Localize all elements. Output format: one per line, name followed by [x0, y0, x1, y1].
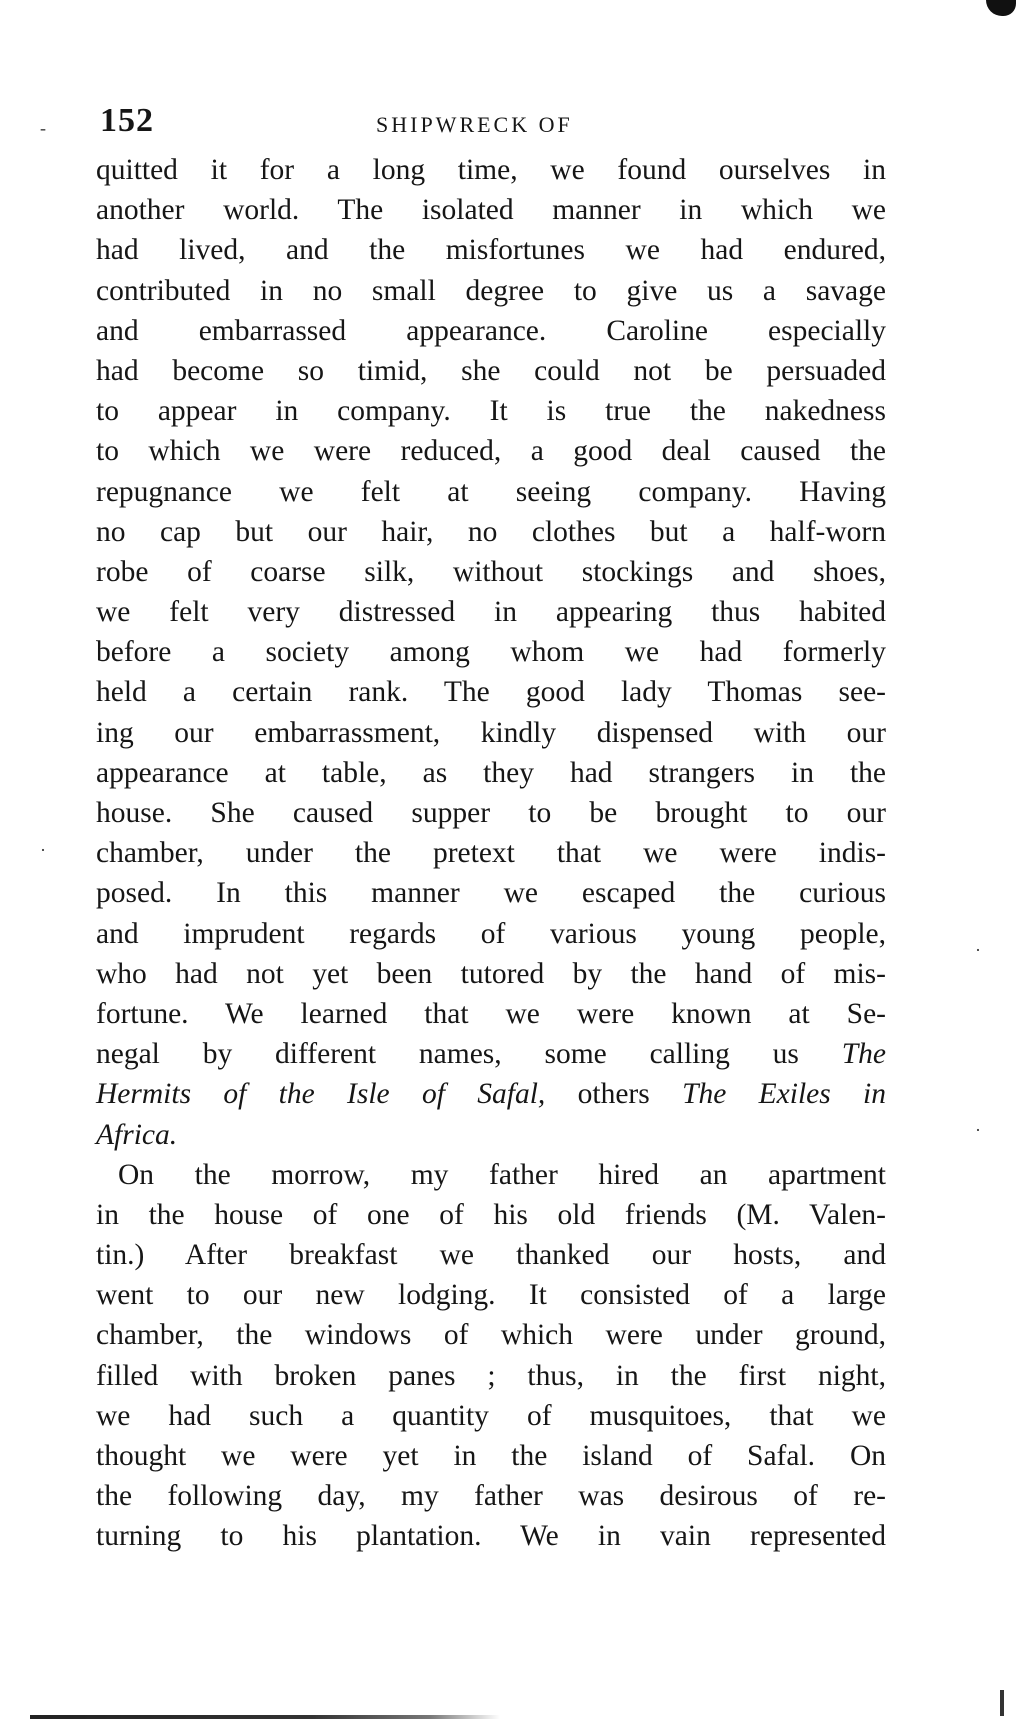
speck-mark: ·	[975, 1120, 981, 1140]
text-line: who had not yet been tutored by the hand of mis-	[96, 957, 886, 990]
text-line: filled with broken panes ; thus, in the first night,	[96, 1359, 886, 1392]
text-line: ing our embarrassment, kindly dispensed with our	[96, 716, 886, 749]
text-line: went to our new lodging. It consisted of a large	[96, 1279, 886, 1312]
text-line	[96, 1115, 886, 1155]
text-line: the following day, my father was desirous of re-	[96, 1480, 886, 1513]
text-line: we felt very distressed in appearing thus habited	[96, 596, 886, 629]
text-line: no cap but our hair, no clothes but a half-worn	[96, 515, 886, 548]
speck-mark: ·	[40, 840, 46, 860]
body-text	[96, 150, 886, 1557]
text-line: robe of coarse silk, without stockings and shoes,	[96, 555, 886, 588]
page-number: 152	[100, 102, 154, 139]
text-line: posed. In this manner we escaped the curious	[96, 877, 886, 910]
paragraph-first-line: On the morrow, my father hired an apartment	[118, 1158, 886, 1191]
text-line: turning to his plantation. We in vain represented	[96, 1520, 886, 1553]
text-line: repugnance we felt at seeing company. Having	[96, 475, 886, 508]
text-line	[96, 1034, 886, 1074]
running-head: SHIPWRECK OF	[376, 112, 573, 137]
ink-blot	[986, 0, 1016, 16]
text-run: others	[577, 1078, 650, 1111]
text-line: fortune. We learned that we were known at Se-	[96, 997, 886, 1030]
speck-mark: -	[40, 118, 46, 138]
text-line: chamber, the windows of which were under ground,	[96, 1319, 886, 1352]
text-line: to appear in company. It is true the nakedness	[96, 395, 886, 428]
page-edge-shadow	[30, 1715, 500, 1719]
text-line: chamber, under the pretext that we were indis-	[96, 837, 886, 870]
text-line: and imprudent regards of various young people,	[96, 917, 886, 950]
text-line: thought we were yet in the island of Safal. On	[96, 1440, 886, 1472]
text-line: had lived, and the misfortunes we had endured,	[96, 234, 886, 267]
text-line: held a certain rank. The good lady Thomas see-	[96, 676, 886, 709]
italic-title-run: The	[841, 1038, 887, 1071]
text-line: in the house of one of his old friends (M. Valen-	[96, 1198, 886, 1231]
speck-mark: ·	[975, 940, 981, 960]
text-line	[96, 1074, 886, 1114]
text-run: negal by different names, some calling us	[96, 1038, 799, 1071]
text-line: to which we were reduced, a good deal caused the	[96, 435, 886, 468]
text-line: we had such a quantity of musquitoes, that we	[96, 1399, 886, 1432]
text-line: before a society among whom we had formerly	[96, 636, 886, 669]
text-line: tin.) After breakfast we thanked our hosts, and	[96, 1239, 886, 1272]
page-edge-mark	[1000, 1690, 1004, 1716]
text-line: house. She caused supper to be brought to our	[96, 797, 886, 829]
text-line: had become so timid, she could not be persuaded	[96, 354, 886, 387]
page-header	[96, 102, 886, 146]
text-line: contributed in no small degree to give us a savage	[96, 274, 886, 307]
text-line: another world. The isolated manner in which we	[96, 194, 886, 227]
italic-title-run: The Exiles in	[682, 1078, 887, 1111]
text-line: and embarrassed appearance. Caroline especially	[96, 314, 886, 347]
text-line: quitted it for a long time, we found ourselves in	[96, 154, 886, 186]
text-line: appearance at table, as they had strangers in the	[96, 756, 886, 789]
italic-title-run: Africa.	[96, 1118, 178, 1151]
italic-title-run: Hermits of the Isle of Safal,	[96, 1078, 546, 1111]
